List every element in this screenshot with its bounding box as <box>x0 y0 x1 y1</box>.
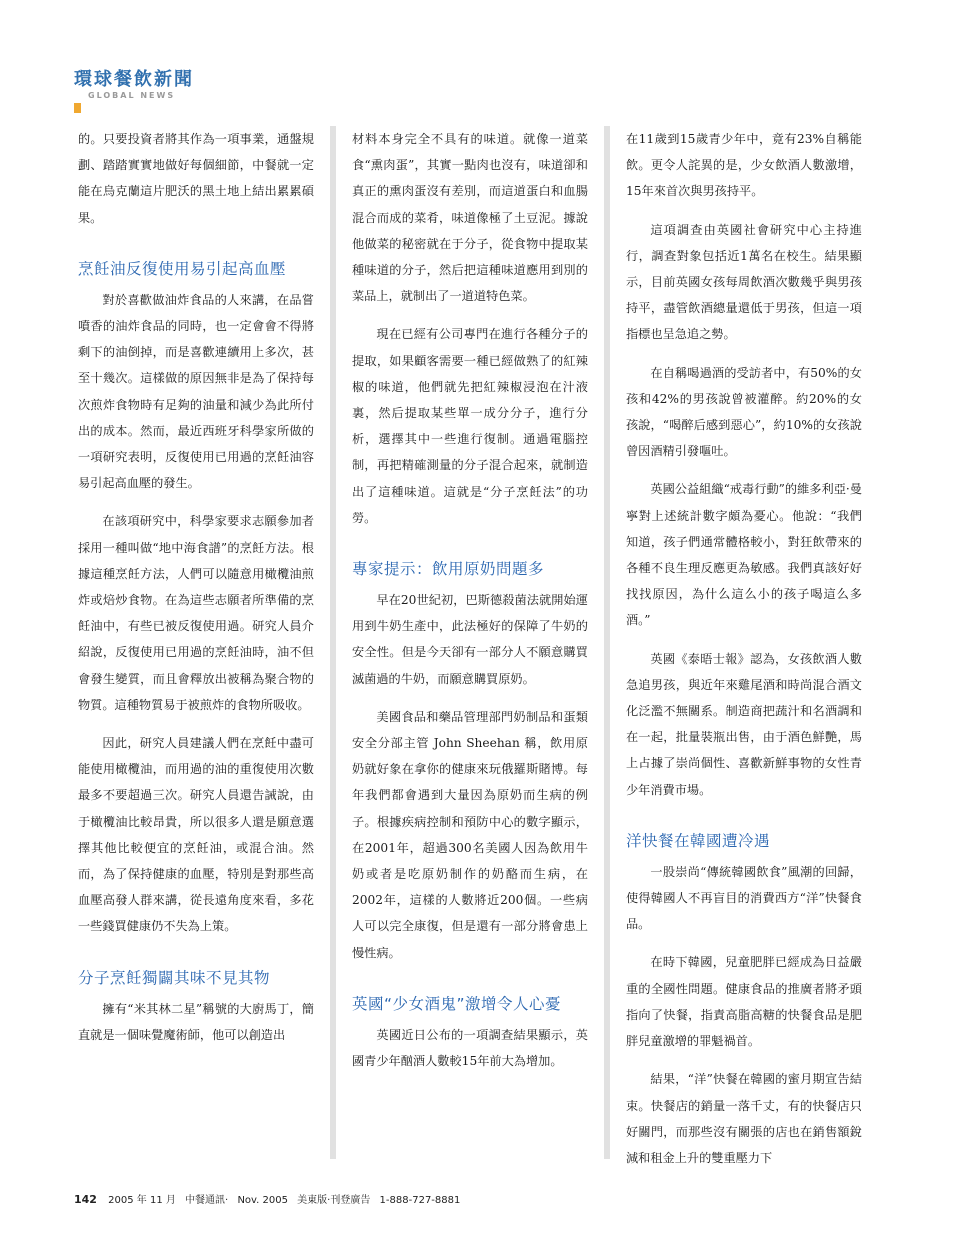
article-paragraph: 英國公益組織“戒毒行動”的維多利亞·曼寧對上述統計數字頗為憂心。他說：“我們知道，孩子們通常體格較小，對狂飲帶來的各種不良生理反應更為敏感。我們真該好好找找原因，為什么這么小的孩子喝這么多酒。” <box>626 482 862 628</box>
article-paragraph: 現在已經有公司專門在進行各種分子的提取，如果顧客需要一種已經做熟了的紅辣椒的味道，他們就先把紅辣椒浸泡在汁液裏，然后提取某些單一成分分子，進行分析，選擇其中一些進行復制。通過電腦控制，再把精確測量的分子混合起來，就制造出了這種味道。這就是“分子烹飪法”的功勞。 <box>352 327 588 525</box>
header-accent-bar <box>74 103 81 113</box>
article-heading: 洋快餐在韓國遭冷遇 <box>626 831 771 850</box>
footer-phone: 1-888-727-8881 <box>379 1195 461 1206</box>
column-divider <box>604 126 610 1159</box>
page-footer <box>74 1191 466 1206</box>
article-paragraph: 擁有“米其林二星”稱號的大廚馬丁，簡直就是一個味覺魔術師，他可以創造出 <box>78 1001 314 1042</box>
article-heading: 專家提示：飲用原奶問題多 <box>352 560 545 579</box>
article-paragraph: 在自稱喝過酒的受訪者中，有50%的女孩和42%的男孩說曾被灌醉。約20%的女孩說，“喝醉后感到惡心”，約10%的女孩說曾因酒精引發嘔吐。 <box>626 365 862 459</box>
article-paragraph: 材料本身完全不具有的味道。就像一道菜食“熏肉蛋”，其實一點肉也沒有，味道卻和真正的熏肉蛋沒有差別，而這道蛋白和血腸混合而成的菜肴，味道像極了土豆泥。據說他做菜的秘密就在于分子，從食物中提取某種味道的分子，然后把這種味道應用到別的菜品上，就制出了一道道特色菜。 <box>352 132 588 304</box>
footer-edition: 美東版·刊登廣告 <box>297 1195 371 1206</box>
article-column-1 <box>78 126 314 1154</box>
article-paragraph: 在時下韓國，兒童肥胖已經成為日益嚴重的全國性問題。健康食品的推廣者將矛頭指向了快餐，指責高脂高糖的快餐食品是肥胖兒童激增的罪魁禍首。 <box>626 955 862 1049</box>
article-paragraph: 因此，研究人員建議人們在烹飪中盡可能使用橄欖油，而用過的油的重復使用次數最多不要超過三次。研究人員還告誡說，由于橄欖油比較昂貴，所以很多人還是願意選擇其他比較便宜的烹飪油，或混合油。然而，為了保持健康的血壓，特別是對那些高血壓高發人群來講，從長遠角度來看，多花一些錢買健康仍不失為上策。 <box>78 736 314 934</box>
article-paragraph: 結果，“洋”快餐在韓國的蜜月期宣告結束。快餐店的銷量一落千丈，有的快餐店只好關門，而那些沒有關張的店也在銷售額銳減和租金上升的雙重壓力下 <box>626 1072 862 1165</box>
article-paragraph: 這項調查由英國社會研究中心主持進行，調查對象包括近1萬名在校生。結果顯示，目前英國女孩每周飲酒次數幾乎與男孩持平，盡管飲酒總量還低于男孩，但這一項指標也呈急追之勢。 <box>626 222 862 342</box>
article-paragraph: 美國食品和藥品管理部門奶制品和蛋類安全分部主管 John Sheehan 稱，飲用原奶就好象在拿你的健康來玩俄羅斯賭博。每年我們都會遇到大量因為原奶而生病的例子。根據疾病控制和預防中心的數字顯示，在2001年，超過300名美國人因為飲用牛奶或者是吃原奶制作的奶酪而生病，在2002年，這樣的人數將近200個。一些病人可以完全康復，但是還有一部分將會患上慢性病。 <box>352 709 588 960</box>
article-paragraph: 的。只要投資者將其作為一項事業，通盤規劃、踏踏實實地做好每個細節，中餐就一定能在烏克蘭這片肥沃的黑土地上結出累累碩果。 <box>78 132 314 225</box>
footer-date-en: Nov. 2005 <box>237 1195 288 1206</box>
article-paragraph: 在11歲到15歲青少年中，竟有23%自稱能飲。更令人詫異的是，少女飲酒人數激增，15年來首次與男孩持平。 <box>626 132 862 199</box>
article-heading: 烹飪油反復使用易引起高血壓 <box>78 259 287 278</box>
column-divider <box>330 126 336 1159</box>
article-paragraph: 英國近日公布的一項調查結果顯示，英國青少年酗酒人數較15年前大為增加。 <box>352 1027 588 1069</box>
article-heading: 英國“少女酒鬼”激增令人心憂 <box>352 994 562 1013</box>
article-paragraph: 早在20世紀初，巴斯德殺菌法就開始運用到牛奶生產中，此法極好的保障了牛奶的安全性。但是今天卻有一部分人不願意購買滅菌過的牛奶，而願意購買原奶。 <box>352 593 588 686</box>
article-paragraph: 在該項研究中，科學家要求志願參加者採用一種叫做“地中海食譜”的烹飪方法。根據這種烹飪方法，人們可以隨意用橄欖油煎炸或焙炒食物。在為這些志願者所準備的烹飪油中，有些已被反復使用過。研究人員介紹說，反復使用已用過的烹飪油時，油不但會發生變質，而且會釋放出被稱為聚合物的物質。這種物質易于被煎炸的食物所吸收。 <box>78 514 314 712</box>
article-paragraph: 英國《泰晤士報》認為，女孩飲酒人數急追男孩，與近年來雞尾酒和時尚混合酒文化泛濫不無關系。制造商把蔬汁和名酒調和在一起，批量裝瓶出售，由于酒色鮮艷，馬上占據了崇尚個性、喜歡新鮮事物的女性青少年消費市場。 <box>626 651 862 797</box>
article-paragraph: 對於喜歡做油炸食品的人來講，在品嘗噴香的油炸食品的同時，也一定會會不得將剩下的油倒掉，而是喜歡連續用上多次，甚至十幾次。這樣做的原因無非是為了保持每次煎炸食物時有足夠的油量和減少為此所付出的成本。然而，最近西班牙科學家所做的一項研究表明，反復使用已用過的烹飪油容易引起高血壓的發生。 <box>78 292 314 491</box>
footer-magazine: 中餐通訊· <box>185 1195 229 1206</box>
article-heading: 分子烹飪獨闢其味不見其物 <box>78 968 271 987</box>
page-number: 142 <box>74 1193 97 1206</box>
article-column-2 <box>352 126 588 1154</box>
article-column-3 <box>626 126 862 1165</box>
section-subtitle: GLOBAL NEWS <box>88 91 176 100</box>
section-title: 環球餐飲新聞 <box>74 69 194 90</box>
article-paragraph: 一股崇尚“傳統韓國飲食”風潮的回歸，使得韓國人不再盲目的消費西方“洋”快餐食品。 <box>626 864 862 932</box>
footer-date-cn: 2005 年 11 月 <box>108 1195 176 1206</box>
section-header <box>74 70 214 101</box>
